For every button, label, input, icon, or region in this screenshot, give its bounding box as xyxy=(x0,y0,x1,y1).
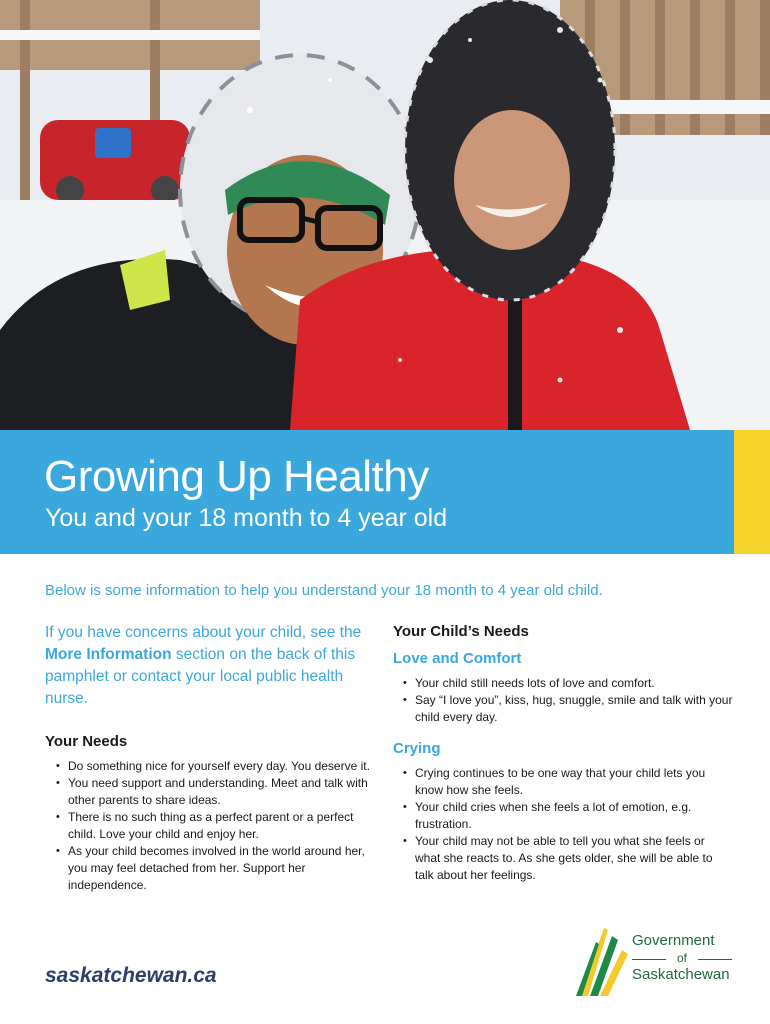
government-logo xyxy=(574,922,754,998)
list-item: • There is no such thing as a perfect parent or a perfect child. Love your child and enjoy her. xyxy=(56,809,374,843)
list-item: • Your child still needs lots of love and comfort. xyxy=(403,675,733,692)
list-item: • Do something nice for yourself every day. You deserve it. xyxy=(56,758,374,775)
list-item: • You need support and understanding. Meet and talk with other parents to share ideas. xyxy=(56,775,374,809)
logo-text-government: Government xyxy=(632,932,715,949)
intro-text: Below is some information to help you understand your 18 month to 4 year old child. xyxy=(45,582,603,599)
page-subtitle: You and your 18 month to 4 year old xyxy=(45,504,448,532)
list-item: • Your child cries when she feels a lot of emotion, e.g. frustration. xyxy=(403,799,733,833)
your-needs-heading: Your Needs xyxy=(45,733,128,750)
childs-needs-heading: Your Child’s Needs xyxy=(393,623,529,640)
yellow-accent-bar xyxy=(734,430,770,554)
crying-heading: Crying xyxy=(393,740,441,757)
website-link[interactable]: saskatchewan.ca xyxy=(45,964,217,987)
wheat-sheaf-icon xyxy=(574,922,630,998)
list-item: • Your child may not be able to tell you what she feels or what she reacts to. As she gets older, she will be able to talk about her feelings. xyxy=(403,833,733,884)
list-item: • Crying continues to be one way that your child lets you know how she feels. xyxy=(403,765,733,799)
love-comfort-heading: Love and Comfort xyxy=(393,650,522,667)
list-item: • Say “I love you”, kiss, hug, snuggle, smile and talk with your child every day. xyxy=(403,692,733,726)
concerns-paragraph xyxy=(45,622,375,710)
logo-text-of: of xyxy=(632,951,732,965)
logo-text-saskatchewan: Saskatchewan xyxy=(632,966,730,983)
concerns-text-before: If you have concerns about your child, see the xyxy=(45,624,362,641)
love-comfort-list xyxy=(403,675,733,726)
list-item: • As your child becomes involved in the world around her, you may feel detached from her. Support her independence. xyxy=(56,843,374,894)
concerns-text-after: section on the back of this pamphlet or contact your local public health nurse. xyxy=(45,646,356,707)
your-needs-list xyxy=(56,758,374,894)
crying-list xyxy=(403,765,733,884)
hero-photo xyxy=(0,0,770,430)
page-title: Growing Up Healthy xyxy=(44,452,429,501)
more-information-reference: More Information xyxy=(45,646,172,663)
